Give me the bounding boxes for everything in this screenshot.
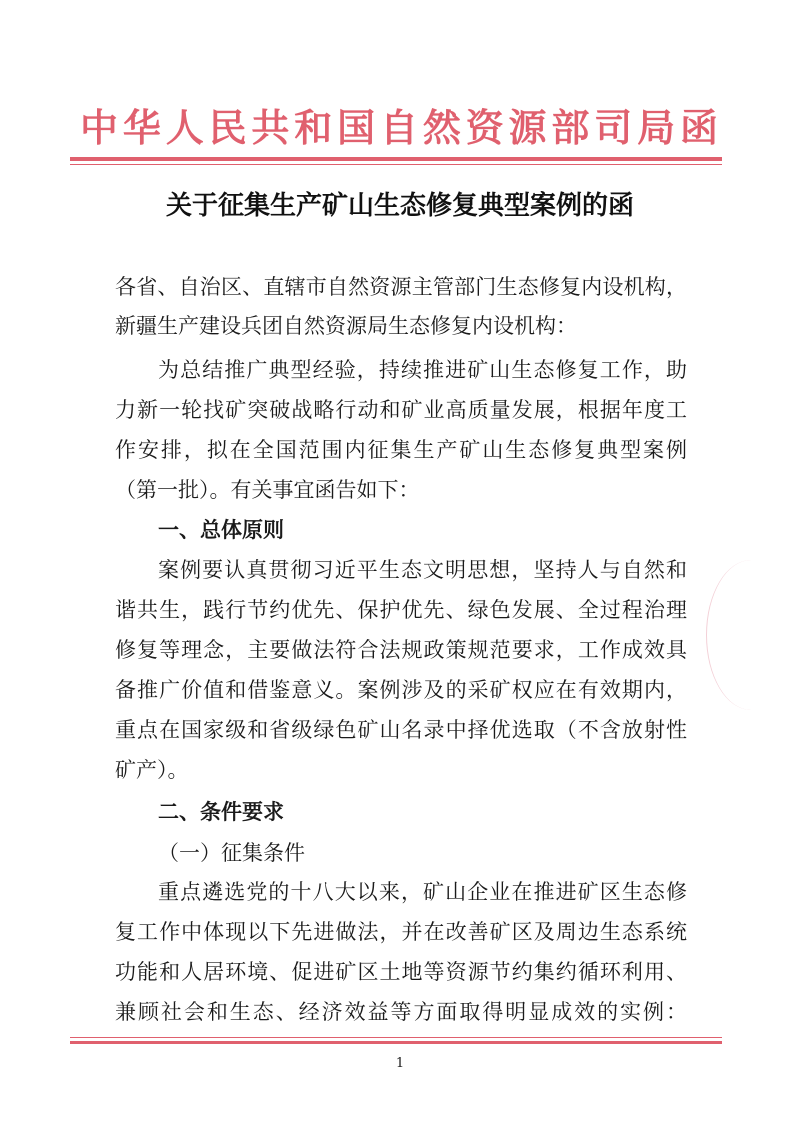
page-number: 1 (395, 1056, 405, 1071)
paragraph-line: 复工作中体现以下先进做法，并在改善矿区及周边生态系统 (115, 920, 687, 944)
paragraph-line: 重点在国家级和省级绿色矿山名录中择优选取（不含放射性 (115, 718, 687, 742)
subsection-heading: （一）征集条件 (158, 841, 305, 865)
paragraph-line: 为总结推广典型经验，持续推进矿山生态修复工作，助 (158, 358, 687, 382)
document-title: 关于征集生产矿山生态修复典型案例的函 (165, 191, 634, 221)
addressee-line: 新疆生产建设兵团自然资源局生态修复内设机构： (115, 314, 577, 338)
paragraph-line: 作安排，拟在全国范围内征集生产矿山生态修复典型案例 (115, 438, 687, 462)
section-heading: 一、总体原则 (158, 518, 284, 542)
paragraph-line: 功能和人居环境、促进矿区土地等资源节约集约循环利用、 (115, 960, 687, 984)
paragraph-line: 谐共生，践行节约优先、保护优先、绿色发展、全过程治理 (115, 598, 687, 622)
paragraph-line: 兼顾社会和生态、经济效益等方面取得明显成效的实例： (115, 1000, 687, 1024)
paragraph-line: 备推广价值和借鉴意义。案例涉及的采矿权应在有效期内， (115, 678, 687, 702)
paragraph-line: 修复等理念，主要做法符合法规政策规范要求，工作成效具 (115, 638, 687, 662)
letterhead: 中华人民共和国自然资源部司局函 (80, 105, 720, 150)
paragraph-line: 矿产）。 (115, 758, 189, 782)
paragraph-line: （第一批）。有关事宜函告如下： (115, 478, 420, 502)
letterhead-rule-thick (70, 157, 722, 161)
paragraph-line: 案例要认真贯彻习近平生态文明思想，坚持人与自然和 (158, 558, 687, 582)
paragraph-line: 力新一轮找矿突破战略行动和矿业高质量发展，根据年度工 (115, 398, 687, 422)
section-heading: 二、条件要求 (158, 800, 284, 824)
paragraph-line: 重点遴选党的十八大以来，矿山企业在推进矿区生态修 (158, 880, 687, 904)
addressee-line: 各省、自治区、直辖市自然资源主管部门生态修复内设机构， (115, 275, 687, 299)
footer-rule-thin (70, 1037, 722, 1038)
letterhead-rule-thin (70, 164, 722, 165)
seal-mark (706, 560, 796, 710)
footer-rule-thick (70, 1041, 722, 1044)
